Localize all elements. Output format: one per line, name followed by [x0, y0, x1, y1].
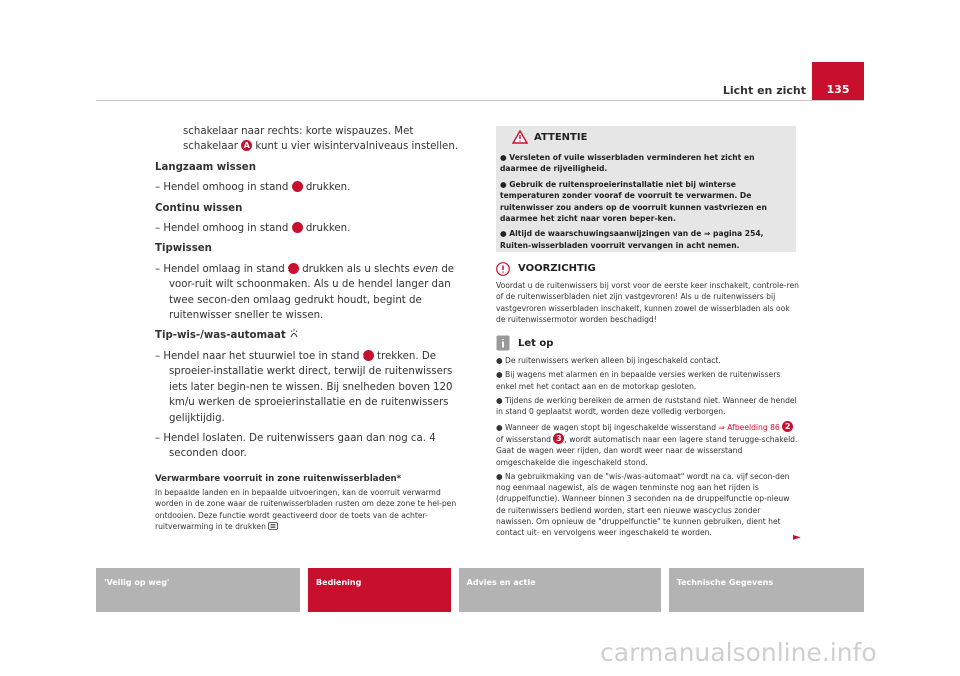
marker-3: 3: [553, 433, 564, 444]
marker-2: 2: [782, 421, 793, 432]
continue-arrow-icon: ►: [793, 532, 801, 543]
step-tipwissen: – Hendel omlaag in stand 4 drukken als u slechts even de voor-ruit wilt schoonmaken. Als u de hendel langer dan twee secon-den omlaag gedrukt houdt, begint de ruitenwisser sneller te wissen.: [155, 263, 455, 322]
note-heading: Let op: [496, 335, 800, 351]
warning-item: ● Versleten of vuile wisserbladen verminderen het zicht en daarmee de rijveiligheid.: [500, 153, 755, 174]
washer-symbol-icon: [289, 329, 299, 339]
right-column: [496, 262, 800, 542]
step-tipwas: – Hendel naar het stuurwiel toe in stand 5 trekken. De sproeier-installatie werkt direct, terwijl de ruitenwissers iets later begin-nen te wissen. Bij snelheden boven 120 km/u werken de sproeierinstallatie en de ruitenwissers gelijktijdig.: [155, 350, 453, 424]
marker-4: 4: [288, 263, 299, 274]
step-continu: – Hendel omhoog in stand 3 drukken.: [155, 223, 351, 235]
step-loslaten: – Hendel loslaten. De ruitenwissers gaan dan nog ca. 4 seconden door.: [155, 432, 436, 460]
footer-tabs: [96, 568, 864, 612]
tab-divider: [661, 568, 669, 612]
note-item: ● Wanneer de wagen stopt bij ingeschakelde wisserstand ⇒ Afbeelding 86 2 of wisserstand 3 , wordt automatisch naar een lagere stand terugge-schakeld. Gaat de wagen weer rijden, dan wordt weer naar de wisserstand omgeschakelde die ingeschakeld stond.: [496, 421, 798, 467]
header-title: Licht en zicht: [722, 84, 806, 97]
warning-item: ● Altijd de waarschuwingsaanwijzingen van de ⇒ pagina 254, Ruiten-wisserbladen voorruit vervangen in acht nemen.: [500, 229, 764, 250]
marker-2: 2: [292, 181, 303, 192]
heading-tipwissen: Tipwissen: [155, 243, 212, 255]
heading-langzaam: Langzaam wissen: [155, 161, 256, 173]
marker-a: A: [241, 140, 252, 151]
heading-verwarm: Verwarmbare voorruit in zone ruitenwisserbladen*: [155, 473, 402, 484]
tab-technische-gegevens[interactable]: Technische Gegevens: [669, 568, 864, 612]
tab-veilig-op-weg[interactable]: 'Veilig op weg': [96, 568, 300, 612]
caution-exclamation-icon: [496, 262, 510, 276]
heading-tipwas: Tip-wis-/was-automaat: [155, 328, 469, 343]
heading-continu: Continu wissen: [155, 202, 243, 214]
rear-defrost-icon: [268, 522, 278, 530]
warning-item: ● Gebruik de ruitensproeierinstallatie niet bij winterse temperaturen zonder vooraf de voorruit te verwarmen. De ruitenwisser zou anders op de voorruit kunnen vastvriezen en daarmee het zicht naar voren beper-ken.: [500, 179, 767, 224]
watermark: carmanualsonline.info: [600, 638, 877, 667]
paragraph-intro: schakelaar naar rechts: korte wispauzes. Met schakelaar A kunt u vier wisintervalniveaus instellen.: [183, 126, 459, 153]
caution-heading: VOORZICHTIG: [496, 262, 800, 276]
marker-5: 5: [363, 350, 374, 361]
tab-divider: [451, 568, 459, 612]
figure-link[interactable]: ⇒ Afbeelding 86: [718, 422, 780, 432]
marker-3: 3: [292, 222, 303, 233]
info-icon: [496, 335, 510, 351]
tab-divider: [300, 568, 308, 612]
left-column: [155, 124, 469, 532]
note-item: ● Bij wagens met alarmen en in bepaalde versies werken de ruitenwissers enkel met het contact aan en de motorkap gesloten.: [496, 370, 781, 391]
header-rule: [96, 100, 864, 101]
text-verwarm: In bepaalde landen en in bepaalde uitvoeringen, kan de voorruit verwarmd worden in de zone waar de ruitenwisserbladen rusten om deze zone te hel-pen ontdooien. Deze functie wordt geactiveerd door de toets van de achter-ruitverwarming in te drukken: [155, 488, 457, 531]
note-item: ● Tijdens de werking bereiken de armen de ruststand niet. Wanneer de hendel in stand 0 geplaatst wordt, worden deze volledig verborgen.: [496, 396, 797, 417]
warning-list: [500, 152, 792, 255]
note-item: ● De ruitenwissers werken alleen bij ingeschakeld contact.: [496, 356, 721, 366]
warning-title: ATTENTIE: [534, 132, 588, 143]
caution-text: Voordat u de ruitenwissers bij vorst voor de eerste keer inschakelt, controle-ren of de ruitenwisserbladen niet zijn vastgevroren! Als u de ruitenwissers bij vastgevroren wisserbladen inschakelt, kunnen zowel de wisserbladen als ook de ruitenwissermotor worden beschadigd!: [496, 281, 799, 324]
warning-triangle-icon: [512, 130, 528, 144]
page-number: 135: [812, 62, 864, 100]
tab-advies-en-actie[interactable]: Advies en actie: [459, 568, 661, 612]
tab-bediening[interactable]: Bediening: [308, 568, 451, 612]
note-item: ● Na gebruikmaking van de "wis-/was-automaat" wordt na ca. vijf secon-den nog eenmaal nagewist, als de wagen tenminste nog aan het rijden is (druppelfunctie). Wanneer binnen 3 seconden na de druppelfunctie op-nieuw de ruitenwissers bediend worden, start een nieuwe wascyclus zonder nawissen. Om opnieuw de "druppelfunctie" te kunnen gebruiken, dient het contact uit- en vervolgens weer ingeschakeld te worden.: [496, 471, 790, 538]
step-langzaam: – Hendel omhoog in stand 2 drukken.: [155, 182, 351, 194]
